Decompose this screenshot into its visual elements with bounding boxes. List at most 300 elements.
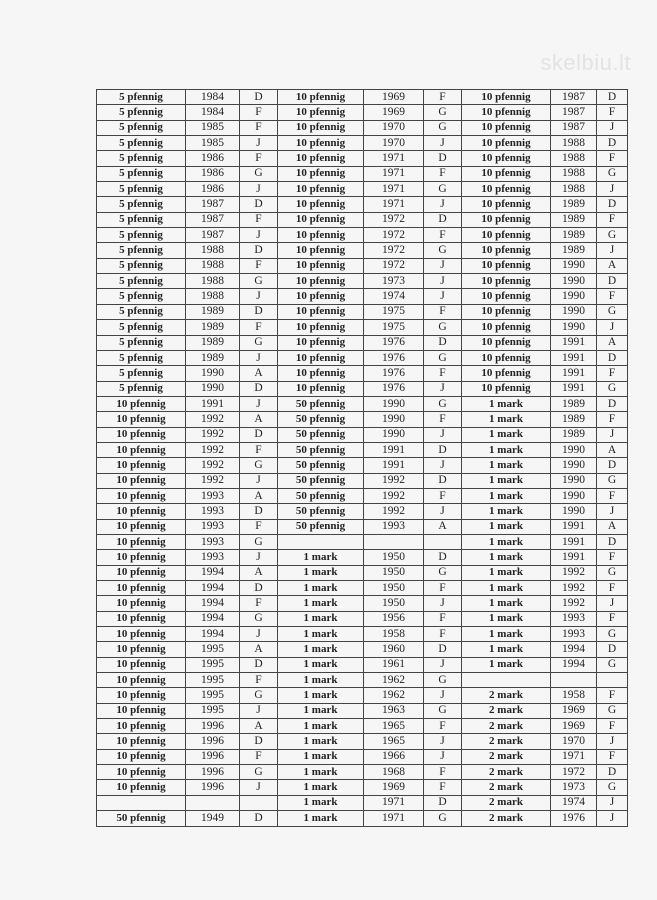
year-cell: 1988 bbox=[551, 136, 597, 151]
year-cell: 1958 bbox=[364, 627, 424, 642]
mint-cell: F bbox=[597, 611, 628, 626]
year-cell: 1991 bbox=[551, 335, 597, 350]
mint-cell: D bbox=[240, 197, 278, 212]
mint-cell: J bbox=[240, 550, 278, 565]
denomination-cell: 1 mark bbox=[278, 749, 364, 764]
denomination-cell: 5 pfennig bbox=[97, 289, 186, 304]
mint-cell: D bbox=[424, 473, 462, 488]
coin-table-body bbox=[97, 90, 628, 827]
mint-cell: J bbox=[597, 182, 628, 197]
year-cell: 1990 bbox=[551, 304, 597, 319]
table-row bbox=[97, 427, 628, 442]
mint-cell: F bbox=[597, 212, 628, 227]
denomination-cell: 5 pfennig bbox=[97, 105, 186, 120]
denomination-cell: 1 mark bbox=[462, 534, 551, 549]
year-cell: 1958 bbox=[551, 688, 597, 703]
denomination-cell: 10 pfennig bbox=[97, 657, 186, 672]
mint-cell: D bbox=[240, 381, 278, 396]
mint-cell: F bbox=[240, 673, 278, 688]
year-cell: 1950 bbox=[364, 565, 424, 580]
table-row bbox=[97, 627, 628, 642]
denomination-cell: 10 pfennig bbox=[462, 304, 551, 319]
denomination-cell: 10 pfennig bbox=[278, 182, 364, 197]
mint-cell: J bbox=[240, 289, 278, 304]
table-row bbox=[97, 596, 628, 611]
denomination-cell: 1 mark bbox=[462, 596, 551, 611]
mint-cell: F bbox=[597, 749, 628, 764]
year-cell: 1984 bbox=[186, 90, 240, 105]
mint-cell: G bbox=[597, 703, 628, 718]
denomination-cell: 1 mark bbox=[462, 504, 551, 519]
mint-cell: F bbox=[240, 596, 278, 611]
year-cell: 1994 bbox=[186, 611, 240, 626]
denomination-cell: 2 mark bbox=[462, 780, 551, 795]
table-row bbox=[97, 335, 628, 350]
denomination-cell: 10 pfennig bbox=[97, 611, 186, 626]
year-cell: 1993 bbox=[186, 550, 240, 565]
mint-cell: F bbox=[424, 611, 462, 626]
year-cell: 1985 bbox=[186, 120, 240, 135]
year-cell: 1988 bbox=[186, 289, 240, 304]
denomination-cell: 1 mark bbox=[278, 734, 364, 749]
denomination-cell: 5 pfennig bbox=[97, 228, 186, 243]
mint-cell: G bbox=[597, 780, 628, 795]
mint-cell: G bbox=[240, 166, 278, 181]
denomination-cell: 10 pfennig bbox=[97, 581, 186, 596]
year-cell: 1986 bbox=[186, 166, 240, 181]
year-cell: 1969 bbox=[364, 105, 424, 120]
mint-cell: J bbox=[240, 136, 278, 151]
year-cell: 1986 bbox=[186, 151, 240, 166]
mint-cell: J bbox=[424, 258, 462, 273]
year-cell: 1992 bbox=[551, 581, 597, 596]
mint-cell: F bbox=[240, 151, 278, 166]
mint-cell: G bbox=[424, 182, 462, 197]
denomination-cell: 10 pfennig bbox=[462, 105, 551, 120]
denomination-cell: 10 pfennig bbox=[97, 473, 186, 488]
denomination-cell: 50 pfennig bbox=[278, 473, 364, 488]
table-row bbox=[97, 703, 628, 718]
mint-cell: F bbox=[424, 166, 462, 181]
denomination-cell: 1 mark bbox=[278, 565, 364, 580]
year-cell: 1996 bbox=[186, 780, 240, 795]
year-cell: 1988 bbox=[551, 151, 597, 166]
mint-cell: J bbox=[424, 504, 462, 519]
year-cell: 1994 bbox=[186, 596, 240, 611]
mint-cell: F bbox=[240, 105, 278, 120]
mint-cell bbox=[424, 534, 462, 549]
denomination-cell: 10 pfennig bbox=[462, 366, 551, 381]
denomination-cell: 10 pfennig bbox=[97, 627, 186, 642]
mint-cell: G bbox=[424, 673, 462, 688]
mint-cell: F bbox=[424, 581, 462, 596]
year-cell: 1992 bbox=[186, 427, 240, 442]
year-cell: 1991 bbox=[551, 550, 597, 565]
mint-cell: J bbox=[597, 243, 628, 258]
table-row bbox=[97, 151, 628, 166]
mint-cell: F bbox=[240, 120, 278, 135]
year-cell: 1962 bbox=[364, 673, 424, 688]
year-cell: 1988 bbox=[551, 166, 597, 181]
mint-cell: G bbox=[597, 228, 628, 243]
denomination-cell: 10 pfennig bbox=[462, 243, 551, 258]
mint-cell: J bbox=[597, 596, 628, 611]
denomination-cell: 10 pfennig bbox=[278, 304, 364, 319]
table-row bbox=[97, 673, 628, 688]
mint-cell: D bbox=[597, 396, 628, 411]
denomination-cell: 1 mark bbox=[278, 581, 364, 596]
denomination-cell: 1 mark bbox=[278, 811, 364, 826]
denomination-cell: 5 pfennig bbox=[97, 243, 186, 258]
mint-cell: F bbox=[597, 412, 628, 427]
denomination-cell: 50 pfennig bbox=[278, 442, 364, 457]
year-cell: 1971 bbox=[364, 166, 424, 181]
table-row bbox=[97, 350, 628, 365]
denomination-cell: 10 pfennig bbox=[97, 565, 186, 580]
mint-cell: D bbox=[424, 335, 462, 350]
mint-cell: A bbox=[597, 335, 628, 350]
year-cell: 1994 bbox=[551, 657, 597, 672]
table-row bbox=[97, 534, 628, 549]
mint-cell: F bbox=[240, 320, 278, 335]
year-cell: 1965 bbox=[364, 719, 424, 734]
mint-cell: F bbox=[240, 519, 278, 534]
denomination-cell: 10 pfennig bbox=[278, 105, 364, 120]
mint-cell: D bbox=[240, 504, 278, 519]
mint-cell: F bbox=[240, 258, 278, 273]
denomination-cell: 1 mark bbox=[462, 519, 551, 534]
denomination-cell: 10 pfennig bbox=[278, 320, 364, 335]
year-cell: 1992 bbox=[551, 565, 597, 580]
year-cell: 1990 bbox=[364, 396, 424, 411]
mint-cell: J bbox=[424, 381, 462, 396]
year-cell: 1989 bbox=[551, 228, 597, 243]
mint-cell: D bbox=[424, 151, 462, 166]
table-row bbox=[97, 381, 628, 396]
denomination-cell: 1 mark bbox=[462, 642, 551, 657]
table-row bbox=[97, 136, 628, 151]
mint-cell: J bbox=[240, 182, 278, 197]
year-cell: 1976 bbox=[364, 366, 424, 381]
denomination-cell: 10 pfennig bbox=[97, 396, 186, 411]
denomination-cell: 10 pfennig bbox=[97, 442, 186, 457]
mint-cell: D bbox=[597, 534, 628, 549]
mint-cell: J bbox=[424, 688, 462, 703]
year-cell: 1972 bbox=[364, 243, 424, 258]
mint-cell: D bbox=[240, 243, 278, 258]
table-row bbox=[97, 565, 628, 580]
denomination-cell: 1 mark bbox=[278, 688, 364, 703]
mint-cell: G bbox=[424, 565, 462, 580]
denomination-cell: 5 pfennig bbox=[97, 366, 186, 381]
year-cell bbox=[364, 534, 424, 549]
mint-cell: A bbox=[240, 412, 278, 427]
year-cell: 1993 bbox=[186, 519, 240, 534]
denomination-cell: 10 pfennig bbox=[462, 274, 551, 289]
year-cell: 1971 bbox=[364, 197, 424, 212]
mint-cell: G bbox=[597, 381, 628, 396]
year-cell: 1989 bbox=[551, 212, 597, 227]
denomination-cell: 50 pfennig bbox=[97, 811, 186, 826]
year-cell: 1995 bbox=[186, 703, 240, 718]
year-cell: 1992 bbox=[551, 596, 597, 611]
mint-cell: D bbox=[597, 642, 628, 657]
denomination-cell: 10 pfennig bbox=[97, 412, 186, 427]
year-cell: 1995 bbox=[186, 642, 240, 657]
denomination-cell: 10 pfennig bbox=[97, 673, 186, 688]
year-cell: 1970 bbox=[551, 734, 597, 749]
denomination-cell: 1 mark bbox=[462, 442, 551, 457]
year-cell: 1984 bbox=[186, 105, 240, 120]
year-cell: 1990 bbox=[551, 289, 597, 304]
denomination-cell: 1 mark bbox=[278, 657, 364, 672]
table-row bbox=[97, 166, 628, 181]
year-cell: 1971 bbox=[364, 151, 424, 166]
year-cell: 1969 bbox=[551, 719, 597, 734]
denomination-cell bbox=[278, 534, 364, 549]
table-row bbox=[97, 90, 628, 105]
table-row bbox=[97, 412, 628, 427]
year-cell: 1991 bbox=[186, 396, 240, 411]
mint-cell: F bbox=[424, 228, 462, 243]
denomination-cell: 1 mark bbox=[278, 719, 364, 734]
year-cell: 1949 bbox=[186, 811, 240, 826]
denomination-cell: 10 pfennig bbox=[462, 151, 551, 166]
mint-cell: G bbox=[597, 166, 628, 181]
year-cell: 1987 bbox=[551, 120, 597, 135]
table-row bbox=[97, 611, 628, 626]
mint-cell: D bbox=[597, 350, 628, 365]
denomination-cell: 10 pfennig bbox=[462, 381, 551, 396]
year-cell: 1991 bbox=[364, 458, 424, 473]
mint-cell: F bbox=[424, 719, 462, 734]
year-cell: 1988 bbox=[186, 243, 240, 258]
year-cell: 1969 bbox=[364, 780, 424, 795]
table-row bbox=[97, 182, 628, 197]
denomination-cell: 10 pfennig bbox=[278, 166, 364, 181]
table-row bbox=[97, 274, 628, 289]
year-cell: 1972 bbox=[364, 212, 424, 227]
year-cell: 1994 bbox=[186, 581, 240, 596]
mint-cell: G bbox=[240, 688, 278, 703]
year-cell: 1990 bbox=[551, 320, 597, 335]
year-cell: 1987 bbox=[186, 212, 240, 227]
denomination-cell: 5 pfennig bbox=[97, 212, 186, 227]
denomination-cell: 10 pfennig bbox=[97, 488, 186, 503]
table-row bbox=[97, 320, 628, 335]
year-cell: 1993 bbox=[186, 488, 240, 503]
mint-cell: J bbox=[597, 320, 628, 335]
mint-cell: G bbox=[240, 335, 278, 350]
table-row bbox=[97, 719, 628, 734]
denomination-cell: 5 pfennig bbox=[97, 304, 186, 319]
table-row bbox=[97, 228, 628, 243]
mint-cell: F bbox=[597, 688, 628, 703]
denomination-cell: 10 pfennig bbox=[97, 688, 186, 703]
year-cell: 1976 bbox=[364, 381, 424, 396]
table-row bbox=[97, 258, 628, 273]
year-cell: 1990 bbox=[551, 442, 597, 457]
year-cell: 1963 bbox=[364, 703, 424, 718]
year-cell: 1994 bbox=[551, 642, 597, 657]
mint-cell: F bbox=[424, 90, 462, 105]
year-cell: 1968 bbox=[364, 765, 424, 780]
year-cell: 1996 bbox=[186, 734, 240, 749]
year-cell: 1961 bbox=[364, 657, 424, 672]
denomination-cell: 10 pfennig bbox=[462, 166, 551, 181]
year-cell: 1992 bbox=[364, 473, 424, 488]
mint-cell: D bbox=[597, 90, 628, 105]
year-cell: 1994 bbox=[186, 627, 240, 642]
year-cell: 1991 bbox=[551, 366, 597, 381]
mint-cell: A bbox=[597, 258, 628, 273]
year-cell: 1965 bbox=[364, 734, 424, 749]
year-cell: 1972 bbox=[364, 228, 424, 243]
mint-cell: F bbox=[597, 581, 628, 596]
year-cell: 1969 bbox=[551, 703, 597, 718]
year-cell: 1996 bbox=[186, 749, 240, 764]
year-cell: 1975 bbox=[364, 304, 424, 319]
year-cell: 1989 bbox=[186, 304, 240, 319]
denomination-cell: 10 pfennig bbox=[462, 320, 551, 335]
mint-cell: J bbox=[597, 795, 628, 810]
denomination-cell: 10 pfennig bbox=[97, 550, 186, 565]
denomination-cell: 50 pfennig bbox=[278, 458, 364, 473]
denomination-cell: 10 pfennig bbox=[462, 90, 551, 105]
year-cell: 1950 bbox=[364, 581, 424, 596]
mint-cell: J bbox=[240, 228, 278, 243]
denomination-cell: 1 mark bbox=[278, 550, 364, 565]
mint-cell: G bbox=[240, 765, 278, 780]
mint-cell: J bbox=[424, 427, 462, 442]
year-cell: 1992 bbox=[364, 504, 424, 519]
table-row bbox=[97, 504, 628, 519]
year-cell: 1993 bbox=[551, 627, 597, 642]
year-cell: 1962 bbox=[364, 688, 424, 703]
denomination-cell: 10 pfennig bbox=[462, 182, 551, 197]
year-cell: 1976 bbox=[364, 335, 424, 350]
mint-cell: J bbox=[424, 197, 462, 212]
year-cell: 1991 bbox=[364, 442, 424, 457]
denomination-cell: 1 mark bbox=[278, 795, 364, 810]
denomination-cell: 10 pfennig bbox=[462, 197, 551, 212]
mint-cell: D bbox=[240, 304, 278, 319]
table-row bbox=[97, 749, 628, 764]
year-cell: 1991 bbox=[551, 534, 597, 549]
mint-cell: G bbox=[240, 274, 278, 289]
mint-cell: J bbox=[597, 120, 628, 135]
year-cell: 1992 bbox=[186, 458, 240, 473]
table-row bbox=[97, 657, 628, 672]
denomination-cell: 1 mark bbox=[278, 673, 364, 688]
denomination-cell: 10 pfennig bbox=[97, 458, 186, 473]
year-cell: 1992 bbox=[186, 473, 240, 488]
denomination-cell: 1 mark bbox=[462, 488, 551, 503]
denomination-cell: 2 mark bbox=[462, 811, 551, 826]
table-row bbox=[97, 120, 628, 135]
mint-cell: D bbox=[424, 550, 462, 565]
year-cell: 1996 bbox=[186, 765, 240, 780]
mint-cell: A bbox=[240, 642, 278, 657]
year-cell: 1990 bbox=[551, 258, 597, 273]
denomination-cell: 1 mark bbox=[462, 427, 551, 442]
mint-cell: A bbox=[240, 565, 278, 580]
denomination-cell: 5 pfennig bbox=[97, 166, 186, 181]
year-cell: 1972 bbox=[364, 258, 424, 273]
mint-cell: D bbox=[240, 811, 278, 826]
year-cell: 1992 bbox=[364, 488, 424, 503]
year-cell: 1996 bbox=[186, 719, 240, 734]
year-cell: 1989 bbox=[551, 427, 597, 442]
year-cell: 1950 bbox=[364, 550, 424, 565]
year-cell: 1987 bbox=[186, 228, 240, 243]
mint-cell: A bbox=[424, 519, 462, 534]
table-row bbox=[97, 197, 628, 212]
denomination-cell: 5 pfennig bbox=[97, 90, 186, 105]
year-cell: 1990 bbox=[364, 427, 424, 442]
denomination-cell: 1 mark bbox=[462, 611, 551, 626]
year-cell: 1960 bbox=[364, 642, 424, 657]
denomination-cell: 1 mark bbox=[278, 596, 364, 611]
year-cell: 1969 bbox=[364, 90, 424, 105]
year-cell bbox=[186, 795, 240, 810]
denomination-cell: 5 pfennig bbox=[97, 335, 186, 350]
denomination-cell: 10 pfennig bbox=[462, 350, 551, 365]
denomination-cell: 1 mark bbox=[462, 550, 551, 565]
mint-cell: G bbox=[424, 105, 462, 120]
mint-cell: D bbox=[240, 734, 278, 749]
year-cell: 1992 bbox=[186, 442, 240, 457]
mint-cell: F bbox=[424, 780, 462, 795]
mint-cell: D bbox=[597, 458, 628, 473]
year-cell: 1989 bbox=[186, 350, 240, 365]
mint-cell: F bbox=[597, 105, 628, 120]
mint-cell: J bbox=[424, 657, 462, 672]
denomination-cell: 1 mark bbox=[462, 581, 551, 596]
year-cell: 1991 bbox=[551, 519, 597, 534]
year-cell: 1991 bbox=[551, 381, 597, 396]
year-cell: 1989 bbox=[551, 396, 597, 411]
mint-cell: G bbox=[424, 120, 462, 135]
year-cell: 1990 bbox=[551, 504, 597, 519]
denomination-cell: 1 mark bbox=[278, 627, 364, 642]
denomination-cell: 10 pfennig bbox=[278, 381, 364, 396]
mint-cell: J bbox=[597, 734, 628, 749]
table-row bbox=[97, 795, 628, 810]
mint-cell: D bbox=[424, 642, 462, 657]
year-cell: 1966 bbox=[364, 749, 424, 764]
year-cell: 1985 bbox=[186, 136, 240, 151]
mint-cell: F bbox=[240, 212, 278, 227]
mint-cell: G bbox=[424, 396, 462, 411]
year-cell: 1990 bbox=[551, 274, 597, 289]
mint-cell: A bbox=[240, 488, 278, 503]
mint-cell: J bbox=[597, 811, 628, 826]
mint-cell: F bbox=[597, 488, 628, 503]
year-cell: 1974 bbox=[364, 289, 424, 304]
denomination-cell: 50 pfennig bbox=[278, 488, 364, 503]
denomination-cell: 5 pfennig bbox=[97, 381, 186, 396]
denomination-cell: 1 mark bbox=[462, 458, 551, 473]
denomination-cell: 10 pfennig bbox=[462, 120, 551, 135]
mint-cell: G bbox=[240, 458, 278, 473]
year-cell: 1993 bbox=[551, 611, 597, 626]
mint-cell: G bbox=[424, 320, 462, 335]
mint-cell: J bbox=[424, 136, 462, 151]
mint-cell: F bbox=[597, 719, 628, 734]
year-cell: 1972 bbox=[551, 765, 597, 780]
denomination-cell: 10 pfennig bbox=[97, 749, 186, 764]
